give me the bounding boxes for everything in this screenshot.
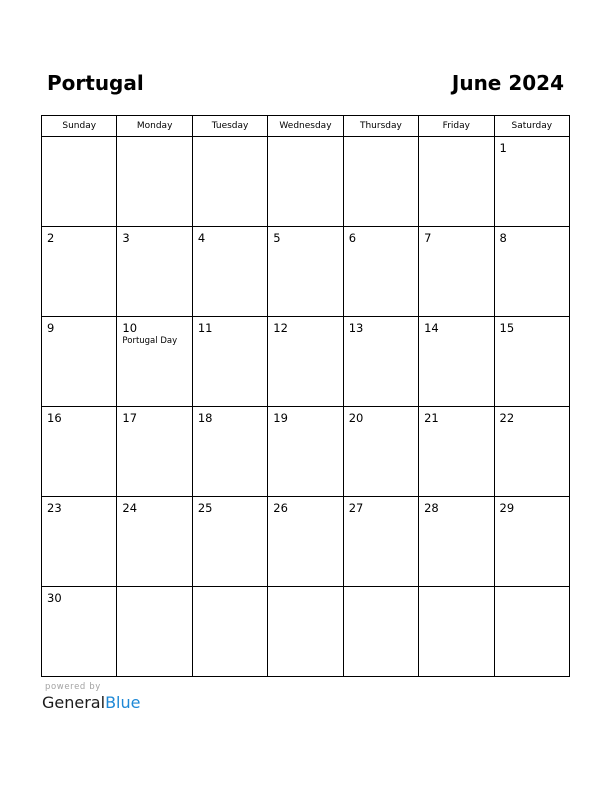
day-number: 23 bbox=[47, 501, 62, 515]
day-number: 7 bbox=[424, 231, 432, 245]
week-row bbox=[42, 587, 570, 677]
day-number: 12 bbox=[273, 321, 288, 335]
day-number: 3 bbox=[122, 231, 130, 245]
day-cell bbox=[419, 137, 494, 227]
day-cell bbox=[494, 137, 569, 227]
weekday-header: Sunday bbox=[42, 116, 117, 137]
day-number: 2 bbox=[47, 231, 55, 245]
day-cell bbox=[117, 317, 192, 407]
day-cell bbox=[192, 227, 267, 317]
generalblue-logo[interactable] bbox=[42, 693, 140, 713]
day-cell bbox=[192, 587, 267, 677]
day-cell bbox=[192, 407, 267, 497]
day-cell bbox=[343, 227, 418, 317]
weekday-header: Saturday bbox=[494, 116, 569, 137]
day-cell bbox=[42, 227, 117, 317]
day-cell bbox=[268, 587, 343, 677]
week-row bbox=[42, 227, 570, 317]
day-cell bbox=[42, 137, 117, 227]
day-number: 30 bbox=[47, 591, 62, 605]
day-number: 16 bbox=[47, 411, 62, 425]
day-cell bbox=[117, 137, 192, 227]
day-number: 28 bbox=[424, 501, 439, 515]
day-cell bbox=[42, 407, 117, 497]
day-number: 15 bbox=[499, 321, 515, 335]
day-cell bbox=[343, 497, 418, 587]
day-number: 11 bbox=[197, 321, 213, 335]
logo-text-blue: Blue bbox=[105, 693, 141, 712]
day-number: 17 bbox=[122, 411, 138, 425]
day-number: 19 bbox=[273, 411, 288, 425]
day-number: 24 bbox=[122, 501, 138, 515]
day-number: 25 bbox=[197, 501, 213, 515]
month-year-title: June 2024 bbox=[451, 71, 564, 95]
day-cell bbox=[117, 587, 192, 677]
day-cell bbox=[494, 317, 569, 407]
day-number: 4 bbox=[197, 231, 206, 245]
day-cell bbox=[192, 137, 267, 227]
day-cell bbox=[268, 227, 343, 317]
day-cell bbox=[268, 407, 343, 497]
day-number: 21 bbox=[424, 411, 439, 425]
day-number: 22 bbox=[499, 411, 515, 425]
day-cell bbox=[494, 497, 569, 587]
weekday-header: Monday bbox=[117, 116, 192, 137]
day-cell bbox=[494, 407, 569, 497]
weekday-header-row bbox=[42, 116, 570, 137]
day-cell bbox=[42, 587, 117, 677]
day-cell bbox=[42, 317, 117, 407]
day-cell bbox=[419, 407, 494, 497]
day-number: 6 bbox=[348, 231, 357, 245]
day-number: 1 bbox=[499, 141, 507, 155]
day-number: 13 bbox=[348, 321, 364, 335]
day-number: 10 bbox=[122, 321, 138, 335]
day-cell bbox=[419, 497, 494, 587]
day-cell bbox=[192, 497, 267, 587]
day-cell bbox=[268, 497, 343, 587]
day-cell bbox=[117, 407, 192, 497]
day-number: 29 bbox=[499, 501, 515, 515]
day-cell bbox=[343, 407, 418, 497]
day-cell bbox=[192, 317, 267, 407]
calendar-grid bbox=[41, 115, 570, 677]
day-number: 14 bbox=[424, 321, 439, 335]
day-cell bbox=[419, 587, 494, 677]
day-number: 5 bbox=[273, 231, 281, 245]
week-row bbox=[42, 317, 570, 407]
day-cell bbox=[343, 317, 418, 407]
day-cell bbox=[117, 497, 192, 587]
day-cell bbox=[343, 587, 418, 677]
weekday-header: Thursday bbox=[343, 116, 418, 137]
day-cell bbox=[494, 227, 569, 317]
day-cell bbox=[419, 317, 494, 407]
day-cell bbox=[268, 137, 343, 227]
day-number: 9 bbox=[47, 321, 55, 335]
day-cell bbox=[343, 137, 418, 227]
day-number: 27 bbox=[348, 501, 364, 515]
day-number: 18 bbox=[197, 411, 213, 425]
country-title: Portugal bbox=[47, 71, 144, 95]
day-number: 20 bbox=[348, 411, 364, 425]
day-cell bbox=[117, 227, 192, 317]
powered-by-label: powered by bbox=[45, 682, 101, 692]
holiday-label: Portugal Day bbox=[122, 336, 178, 346]
day-cell bbox=[42, 497, 117, 587]
week-row bbox=[42, 407, 570, 497]
logo-text-general: General bbox=[42, 693, 106, 712]
day-number: 26 bbox=[273, 501, 288, 515]
day-number: 8 bbox=[499, 231, 507, 245]
weekday-header: Wednesday bbox=[268, 116, 343, 137]
week-row bbox=[42, 137, 570, 227]
week-row bbox=[42, 497, 570, 587]
weekday-header: Tuesday bbox=[192, 116, 267, 137]
day-cell bbox=[494, 587, 569, 677]
day-cell bbox=[268, 317, 343, 407]
day-cell bbox=[419, 227, 494, 317]
weekday-header: Friday bbox=[419, 116, 494, 137]
